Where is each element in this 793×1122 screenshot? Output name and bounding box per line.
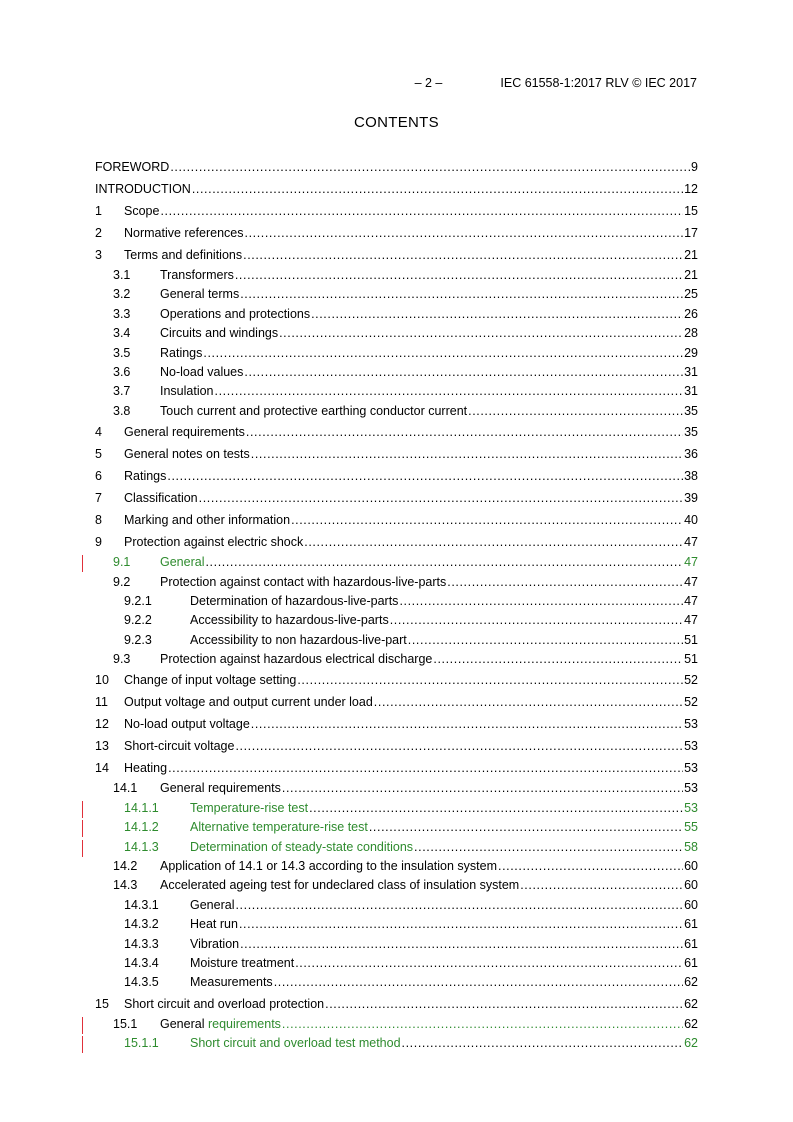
toc-entry-page: 51 (684, 652, 698, 667)
toc-entry[interactable] (95, 1015, 698, 1034)
toc-entry-page: 38 (684, 469, 698, 484)
toc-entry-page: 39 (684, 491, 698, 506)
toc-entry-number: 14.1.1 (124, 800, 159, 815)
toc-entry-page: 62 (684, 1036, 698, 1051)
toc-entry-number: 14.1.2 (124, 820, 159, 835)
toc-entry[interactable] (95, 954, 698, 973)
toc-entry-page: 21 (684, 248, 698, 262)
toc-entry-title: Moisture treatment (190, 955, 295, 970)
toc-leader-dots (251, 443, 683, 465)
toc-entry[interactable] (95, 222, 698, 244)
toc-entry-title: Protection against contact with hazardous-live-parts (160, 574, 447, 589)
toc-entry[interactable] (95, 402, 698, 421)
toc-entry-page: 62 (684, 996, 698, 1011)
toc-entry-page: 12 (684, 182, 698, 196)
toc-entry-title: General notes on tests (124, 447, 250, 462)
toc-entry[interactable] (95, 443, 698, 465)
toc-entry-page: 62 (684, 975, 698, 990)
toc-entry-title: Short-circuit voltage (124, 739, 235, 754)
toc-entry-page: 51 (684, 632, 698, 647)
toc-entry[interactable] (95, 735, 698, 757)
toc-entry-title: Ratings (160, 345, 203, 360)
toc-entry-number: 15.1 (113, 1016, 138, 1031)
toc-leader-dots (160, 200, 683, 222)
toc-entry-page: 52 (684, 673, 698, 688)
toc-entry-title: Touch current and protective earthing conductor current (160, 403, 468, 418)
toc-entry-title: No-load output voltage (124, 717, 250, 732)
toc-entry-page: 31 (684, 384, 698, 399)
toc-entry-number: 14.3.2 (124, 917, 159, 932)
toc-entry-number: 3 (95, 248, 102, 262)
toc-entry-page: 31 (684, 364, 698, 379)
toc-entry-title: Operations and protections (160, 306, 311, 321)
toc-entry-page: 53 (684, 717, 698, 732)
toc-leader-dots (235, 266, 683, 285)
change-bar (82, 820, 83, 837)
toc-entry-page: 36 (684, 447, 698, 462)
toc-leader-dots (170, 156, 690, 178)
toc-entry-page: 60 (684, 897, 698, 912)
toc-entry-title: Accessibility to non hazardous-live-part (190, 632, 407, 647)
toc-entry[interactable] (95, 344, 698, 363)
toc-entry-title: General terms (160, 287, 240, 302)
toc-entry-title: Short circuit and overload protection (124, 996, 325, 1011)
toc-entry-title: Determination of steady-state conditions (190, 839, 414, 854)
toc-entry-number: 8 (95, 513, 102, 528)
toc-entry-page: 60 (684, 878, 698, 893)
toc-leader-dots (246, 421, 683, 443)
toc-leader-dots (291, 509, 683, 531)
toc-entry[interactable] (95, 650, 698, 669)
toc-entry-title: Output voltage and output current under load (124, 695, 373, 710)
toc-entry[interactable] (95, 200, 698, 222)
toc-entry-number: 4 (95, 425, 102, 440)
toc-entry[interactable] (95, 266, 698, 285)
toc-entry[interactable] (95, 973, 698, 992)
toc-leader-dots (192, 178, 683, 200)
toc-entry[interactable] (95, 838, 698, 857)
page-title: CONTENTS (354, 114, 439, 131)
toc-entry-page: 61 (684, 936, 698, 951)
toc-entry-number: 5 (95, 447, 102, 462)
toc-entry-title: Change of input voltage setting (124, 673, 297, 688)
toc-entry-title: Application of 14.1 or 14.3 according to the insulation system (160, 859, 498, 874)
toc-entry-number: 15.1.1 (124, 1036, 159, 1051)
toc-entry[interactable] (95, 382, 698, 401)
toc-entry[interactable] (95, 1034, 698, 1053)
toc-leader-dots (399, 592, 683, 611)
toc-entry[interactable] (95, 799, 698, 818)
change-bar (82, 1017, 83, 1034)
toc-entry[interactable] (95, 244, 698, 266)
toc-entry-title: Circuits and windings (160, 326, 279, 341)
toc-entry-title: Accelerated ageing test for undeclared class of insulation system (160, 878, 520, 893)
toc-entry[interactable] (95, 465, 698, 487)
toc-entry-title: Ratings (124, 469, 167, 484)
toc-entry-number: 14.3.3 (124, 936, 159, 951)
toc-entry-page: 26 (684, 306, 698, 321)
toc-entry-number: 13 (95, 739, 109, 754)
toc-entry-page: 21 (684, 268, 698, 282)
toc-entry-title: INTRODUCTION (95, 182, 191, 196)
toc-leader-dots (205, 553, 683, 572)
toc-entry-page: 62 (684, 1016, 698, 1031)
toc-entry-page: 47 (684, 574, 698, 589)
toc-entry-number: 3.3 (113, 306, 131, 321)
toc-entry-number: 9.2.1 (124, 593, 152, 608)
toc-entry-page: 61 (684, 917, 698, 932)
change-bar (82, 801, 83, 818)
toc-entry-title: No-load values (160, 364, 244, 379)
toc-entry[interactable] (95, 611, 698, 630)
toc-entry-number: 11 (95, 695, 108, 710)
toc-entry-number: 6 (95, 469, 102, 484)
toc-entry-title: Transformers (160, 268, 234, 282)
toc-leader-dots (245, 222, 684, 244)
standard-reference: IEC 61558-1:2017 RLV © IEC 2017 (500, 76, 697, 90)
toc-entry[interactable] (95, 915, 698, 934)
toc-leader-dots (203, 344, 683, 363)
toc-entry-number: 14.3.1 (124, 897, 159, 912)
toc-entry-title: General (160, 1016, 205, 1031)
toc-leader-dots (168, 757, 683, 779)
toc-entry-number: 9.2.3 (124, 632, 152, 647)
toc-entry-title: Scope (124, 204, 160, 218)
toc-entry-page: 9 (691, 160, 698, 174)
toc-entry-number: 12 (95, 717, 109, 732)
toc-entry-title: Classification (124, 491, 198, 506)
toc-entry[interactable] (95, 691, 698, 713)
toc-entry-title: Short circuit and overload test method (190, 1036, 401, 1051)
toc-entry-page: 53 (684, 800, 698, 815)
toc-leader-dots (282, 1015, 683, 1034)
toc-entry-title: Normative references (124, 226, 244, 240)
toc-entry[interactable] (95, 592, 698, 611)
toc-entry-title: Marking and other information (124, 513, 291, 528)
toc-entry[interactable] (95, 713, 698, 735)
toc-entry-title: Heating (124, 761, 168, 776)
toc-leader-dots (325, 993, 683, 1015)
toc-entry-number: 3.6 (113, 364, 131, 379)
toc-entry-title: Insulation (160, 384, 214, 399)
toc-entry-page: 53 (684, 781, 698, 796)
toc-entry-number: 10 (95, 673, 109, 688)
toc-entry[interactable] (95, 993, 698, 1015)
toc-entry-page: 47 (684, 555, 698, 570)
toc-entry-title: FOREWORD (95, 160, 170, 174)
toc-entry-title: Measurements (190, 975, 273, 990)
toc-leader-dots (240, 285, 683, 304)
toc-entry-title: General requirements (124, 425, 245, 440)
toc-entry-number: 3.5 (113, 345, 131, 360)
toc-entry-title: Temperature-rise test (190, 800, 309, 815)
toc-leader-dots (167, 465, 683, 487)
toc-leader-dots (402, 1034, 684, 1053)
toc-entry[interactable] (95, 857, 698, 876)
page-number: – 2 – (414, 76, 443, 90)
toc-entry[interactable] (95, 876, 698, 895)
toc-entry-number: 9.1 (113, 555, 131, 570)
toc-entry[interactable] (95, 896, 698, 915)
change-bar (82, 555, 83, 572)
toc-entry-page: 58 (684, 839, 698, 854)
toc-entry-page: 53 (684, 739, 698, 754)
toc-entry[interactable] (95, 421, 698, 443)
toc-entry-number: 14.3.4 (124, 955, 159, 970)
toc-entry-title: General (190, 897, 235, 912)
toc-leader-dots (235, 735, 683, 757)
toc-leader-dots (433, 650, 683, 669)
toc-entry-title: Vibration (190, 936, 240, 951)
change-bar (82, 1036, 83, 1053)
toc-leader-dots (199, 487, 683, 509)
toc-leader-dots (215, 382, 684, 401)
toc-leader-dots (374, 691, 683, 713)
toc-entry-page: 60 (684, 859, 698, 874)
toc-leader-dots (390, 611, 683, 630)
toc-leader-dots (304, 531, 683, 553)
toc-entry-title: General requirements (160, 781, 281, 796)
toc-entry[interactable] (95, 818, 698, 837)
toc-leader-dots (414, 838, 683, 857)
toc-entry-number: 3.8 (113, 403, 131, 418)
toc-entry-number: 2 (95, 226, 102, 240)
toc-entry-number: 14 (95, 761, 109, 776)
toc-entry[interactable] (95, 156, 698, 178)
toc-entry-title: Determination of hazardous-live-parts (190, 593, 399, 608)
toc-entry-page: 17 (684, 226, 698, 240)
toc-entry-number: 14.3.5 (124, 975, 159, 990)
toc-leader-dots (239, 915, 683, 934)
toc-entry[interactable] (95, 757, 698, 779)
toc-entry-page: 47 (684, 613, 698, 628)
toc-leader-dots (251, 713, 683, 735)
toc-entry[interactable] (95, 669, 698, 691)
toc-entry[interactable] (95, 305, 698, 324)
toc-leader-dots (279, 324, 683, 343)
toc-entry-number: 3.4 (113, 326, 131, 341)
toc-entry-number: 7 (95, 491, 102, 506)
toc-entry[interactable] (95, 935, 698, 954)
toc-entry-number: 9 (95, 535, 102, 550)
toc-leader-dots (520, 876, 683, 895)
toc-leader-dots (235, 896, 683, 915)
toc-entry-number: 15 (95, 996, 109, 1011)
toc-entry-number: 14.1 (113, 781, 138, 796)
toc-entry-number: 3.1 (113, 268, 131, 282)
toc-entry-title: Protection against hazardous electrical discharge (160, 652, 433, 667)
toc-entry-number: 14.1.3 (124, 839, 159, 854)
toc-leader-dots (282, 779, 683, 798)
toc-entry-page: 40 (684, 513, 698, 528)
table-of-contents (95, 156, 698, 1054)
toc-leader-dots (274, 973, 683, 992)
toc-entry-title: Heat run (190, 917, 238, 932)
toc-leader-dots (243, 244, 683, 266)
toc-entry-page: 47 (684, 593, 698, 608)
toc-entry-page: 52 (684, 695, 698, 710)
toc-entry-page: 28 (684, 326, 698, 341)
toc-entry-page: 53 (684, 761, 698, 776)
toc-leader-dots (447, 573, 683, 592)
toc-entry-page: 35 (684, 425, 698, 440)
toc-entry-number: 14.3 (113, 878, 138, 893)
toc-entry-number: 3.7 (113, 384, 131, 399)
toc-leader-dots (244, 363, 683, 382)
toc-leader-dots (369, 818, 683, 837)
toc-entry[interactable] (95, 531, 698, 553)
toc-entry-title: Accessibility to hazardous-live-parts (190, 613, 389, 628)
toc-entry[interactable] (95, 509, 698, 531)
toc-entry-page: 15 (684, 204, 698, 218)
toc-entry-title: Terms and definitions (124, 248, 243, 262)
toc-entry-title: Protection against electric shock (124, 535, 304, 550)
toc-leader-dots (295, 954, 683, 973)
toc-entry-page: 55 (684, 820, 698, 835)
toc-leader-dots (297, 669, 683, 691)
toc-entry-number: 1 (95, 204, 102, 218)
toc-leader-dots (408, 631, 683, 650)
toc-entry-number: 9.2.2 (124, 613, 152, 628)
toc-entry[interactable] (95, 573, 698, 592)
toc-entry[interactable] (95, 363, 698, 382)
toc-entry[interactable] (95, 487, 698, 509)
toc-entry-number: 9.2 (113, 574, 131, 589)
change-bar (82, 840, 83, 857)
toc-entry-page: 25 (684, 287, 698, 302)
toc-entry-page: 61 (684, 955, 698, 970)
toc-entry-title-changed: requirements (207, 1016, 281, 1031)
toc-entry-page: 47 (684, 535, 698, 550)
toc-entry-title: General (160, 555, 205, 570)
toc-leader-dots (309, 799, 683, 818)
toc-leader-dots (240, 935, 683, 954)
toc-entry[interactable] (95, 178, 698, 200)
toc-entry[interactable] (95, 553, 698, 572)
page-header (415, 76, 697, 90)
toc-entry[interactable] (95, 779, 698, 798)
toc-leader-dots (498, 857, 683, 876)
toc-entry[interactable] (95, 324, 698, 343)
toc-entry-number: 3.2 (113, 287, 131, 302)
toc-leader-dots (311, 305, 683, 324)
toc-entry-number: 14.2 (113, 859, 138, 874)
toc-entry[interactable] (95, 631, 698, 650)
toc-entry-number: 9.3 (113, 652, 131, 667)
toc-entry-page: 35 (684, 403, 698, 418)
toc-leader-dots (468, 402, 683, 421)
toc-entry[interactable] (95, 285, 698, 304)
toc-entry-title: Alternative temperature-rise test (190, 820, 368, 835)
toc-entry-page: 29 (684, 345, 698, 360)
